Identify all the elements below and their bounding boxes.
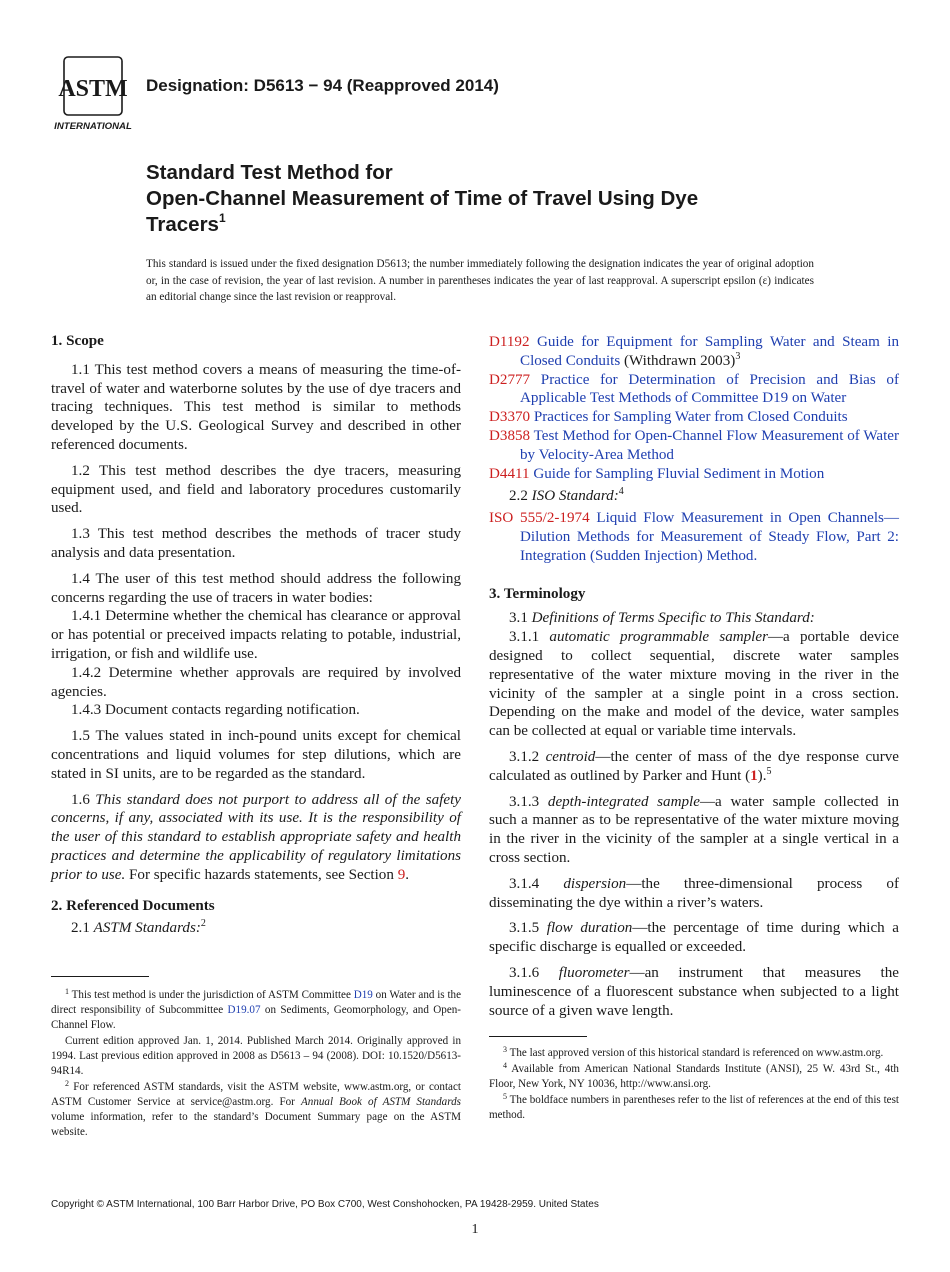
document-title [146, 160, 866, 238]
section-1-4-3: 1.4.3 Document contacts regarding notification. [71, 702, 360, 719]
iso-title-link[interactable]: Liquid Flow Measurement in Open Channels—Dilution Methods for Measurement of Steady Flow, Part 2: Integration (Sudden Injection) Method. [520, 510, 899, 564]
section-1-3: 1.3 This test method describes the methods of tracer study analysis and data presentation. [51, 526, 461, 561]
designation: Designation: D5613 − 94 (Reapproved 2014) [146, 76, 499, 95]
terminology-heading: 3. Terminology [489, 585, 586, 602]
section-3-1-3: 3.1.3 depth-integrated sample—a water sample collected in such a manner as to be representative of the water mixture moving in the river in the vicinity of the sampler at a single vertical in a cross section. [489, 793, 900, 866]
section-2-1: 2.1 ASTM Standards:$^2$ [71, 918, 206, 937]
section-3-1: 3.1 Definitions of Terms Specific to This Standard: [509, 610, 815, 627]
section-3-1-4: 3.1.4 dispersion—the three-dimensional process of disseminating the dye within a river’s waters. [489, 875, 899, 911]
reference-title-link[interactable]: Test Method for Open-Channel Flow Measurement of Water by Velocity-Area Method [520, 427, 899, 463]
reference-title-link[interactable]: Practice for Determination of Precision and Bias of Applicable Test Methods of Committee D19 on Water [520, 371, 899, 407]
astm-reference-entry [489, 465, 899, 484]
footnote-4-mark[interactable]: 4 [618, 486, 624, 498]
reference-code-link[interactable]: D4411 [489, 465, 530, 482]
iso-code-link[interactable]: ISO 555/2-1974 [489, 510, 590, 527]
footnote-2: $^2$ For referenced ASTM standards, visit the ASTM website, www.astm.org, or contact ASTM Customer Service at service@astm.org. For Annual Book of ASTM Standards volume information, refer to the standard’s Document Summary page on the ASTM website. [51, 1079, 462, 1138]
left-column [51, 328, 461, 938]
footnote-rule-left [51, 976, 149, 977]
reference-footnote-mark[interactable]: 3 [735, 350, 741, 362]
page-number: 1 [471, 1222, 479, 1237]
section-1-4-2: 1.4.2 Determine whether approvals are required by involved agencies. [51, 664, 461, 700]
subcommittee-d19-07-link[interactable]: D19.07 [227, 1004, 261, 1016]
title-footnote-mark[interactable]: 1 [218, 211, 226, 225]
footnote-2-mark[interactable]: 2 [200, 918, 206, 930]
title-line-1: Standard Test Method for [146, 161, 393, 184]
reference-code-link[interactable]: D2777 [489, 371, 531, 388]
section-2-2: 2.2 ISO Standard:$^4$ [509, 486, 624, 505]
reference-code-link[interactable]: D3858 [489, 427, 531, 444]
referenced-documents-heading: 2. Referenced Documents [51, 897, 215, 914]
astm-reference-list [489, 333, 899, 483]
astm-reference-entry [489, 371, 899, 409]
right-column [489, 333, 899, 1027]
footnote-3: $^3$ The last approved version of this historical standard is referenced on www.astm.org. [503, 1045, 884, 1059]
reference-code-link[interactable]: D1192 [489, 334, 530, 350]
footnote-4: $^4$ Available from American National Standards Institute (ANSI), 25 W. 43rd St., 4th Floor, New York, NY 10036, http://www.ansi.org. [489, 1061, 899, 1090]
astm-reference-entry [489, 333, 899, 371]
section-1-2: 1.2 This test method describes the dye tracers, measuring equipment used, and field and laboratory procedures customarily used. [51, 462, 461, 517]
section-3-1-2: 3.1.2 centroid—the center of mass of the dye response curve calculated as outlined by Parker and Hunt (1).$^5$ [489, 748, 899, 784]
scope-heading: 1. Scope [51, 333, 104, 349]
logo-letters: ASTM [58, 76, 128, 102]
issue-note: This standard is issued under the fixed designation D5613; the number immediately following the designation indicates the year of original adoption or, in the case of revision, the year of last revision. A number in parentheses indicates the year of last reapproval. A superscript epsilon (ε) indicates an editorial change since the last revision or reapproval. [146, 258, 814, 304]
right-footnotes [489, 1046, 899, 1124]
section-1-1: 1.1 This test method covers a means of measuring the time-of-travel of water and waterborne solutes by the use of dye tracers and tracing techniques. This test method is similar to methods developed by the U.S. Geological Survey and described in other referenced documents. [51, 361, 461, 453]
section-1-6: 1.6 This standard does not purport to address all of the safety concerns, if any, associated with its use. It is the responsibility of the user of this standard to establish appropriate safety and health practices and determine the applicability of regulatory limitations prior to use. For specific hazards statements, see Section 9. [51, 791, 461, 883]
footnote-edition: Current edition approved Jan. 1, 2014. Published March 2014. Originally approved in 1994. Last previous edition approved in 2008 as D5613 – 94 (2008). DOI: 10.1520/D5613-94R14. [51, 1035, 461, 1077]
copyright-notice: Copyright © ASTM International, 100 Barr Harbor Drive, PO Box C700, West Conshohocken, PA 19428-2959. United States [51, 1199, 599, 1210]
committee-d19-link[interactable]: D19 [353, 989, 373, 1001]
title-line-2: Open-Channel Measurement of Time of Travel Using Dye [146, 187, 699, 210]
reference-title-link[interactable]: Guide for Equipment for Sampling Water and Steam in Closed Conduits [520, 334, 899, 369]
section-1-4: 1.4 The user of this test method should address the following concerns regarding the use of tracers in water bodies: [51, 570, 461, 606]
astm-reference-entry [489, 408, 899, 427]
footnote-rule-right [489, 1036, 587, 1037]
reference-1-link[interactable]: 1 [750, 767, 758, 784]
footnote-1: $^1$ This test method is under the jurisdiction of ASTM Committee D19 on Water and is the direct responsibility of Subcommittee D19.07 on Sediments, Geomorphology, and Open-Channel Flow. [51, 987, 462, 1031]
section-3-1-5: 3.1.5 flow duration—the percentage of time during which a specific discharge is equalled or exceeded. [489, 920, 899, 956]
section-1-5: 1.5 The values stated in inch-pound units except for chemical concentrations and liquid volumes for step dilutions, which are stated in SI units, are to be regarded as the standard. [51, 728, 461, 782]
logo-wordmark: INTERNATIONAL [54, 121, 132, 132]
section-3-1-1: 3.1.1 automatic programmable sampler—a portable device designed to collect sequential, discrete water samples representative of the water mixture moving in the river in the vicinity of the sampler at a single point in a cross section. Depending on the make and model of the device, water samples can be collected at equal or variable time intervals. [489, 629, 899, 740]
title-line-3: Tracers$^1$ [146, 211, 226, 236]
reference-suffix: (Withdrawn 2003) [620, 352, 736, 369]
footnote-5-mark[interactable]: 5 [766, 765, 772, 777]
reference-code-link[interactable]: D3370 [489, 409, 531, 426]
astm-international-logo [50, 56, 136, 134]
section-3-1-6: 3.1.6 fluorometer—an instrument that measures the luminescence of a fluorescent substance when subjected to a light source of a given wave length. [489, 964, 899, 1019]
reference-title-link[interactable]: Practices for Sampling Water from Closed Conduits [533, 409, 848, 426]
reference-title-link[interactable]: Guide for Sampling Fluvial Sediment in Motion [533, 465, 825, 482]
section-9-link[interactable]: 9 [397, 866, 406, 883]
footnote-5: $^5$ The boldface numbers in parentheses refer to the list of references at the end of this test method. [489, 1092, 899, 1121]
astm-reference-entry [489, 427, 899, 465]
left-footnotes [51, 988, 461, 1141]
section-1-4-1: 1.4.1 Determine whether the chemical has clearance or approval or has potential or preceived impacts relating to potable, industrial, irrigation, or fish and wildlife use. [51, 608, 461, 662]
iso-reference [489, 509, 899, 565]
